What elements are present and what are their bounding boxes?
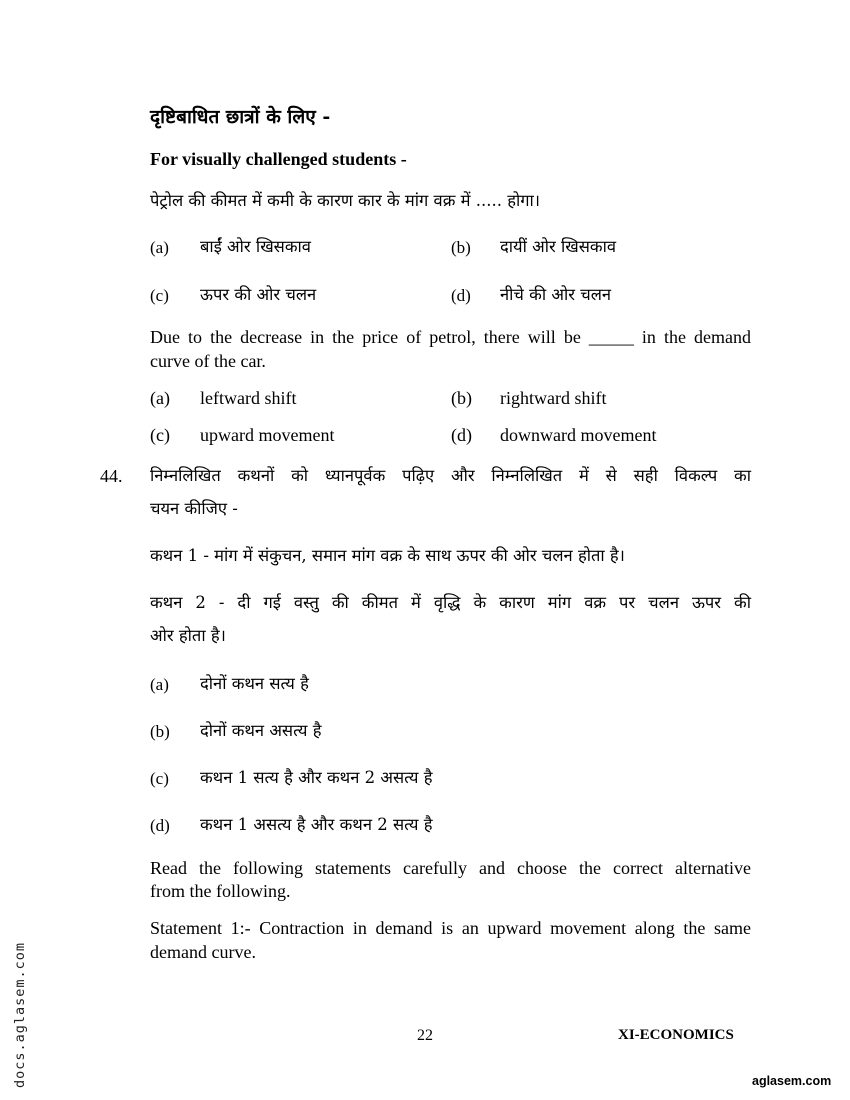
- q43-en-option-d: downward movement: [500, 425, 657, 445]
- q43-hi-option-a-mark: (a): [150, 238, 169, 257]
- q44-statement1-hindi: कथन 1 - मांग में संकुचन, समान मांग वक्र के साथ ऊपर की ओर चलन होता है।: [150, 546, 625, 565]
- q43-en-option-a: leftward shift: [200, 388, 297, 408]
- q44-hi-option-c-mark: (c): [150, 769, 169, 788]
- q44-hi-option-b: दोनों कथन असत्य है: [200, 721, 322, 740]
- q43-en-option-c: upward movement: [200, 425, 335, 445]
- q44-english-question-line2: from the following.: [150, 881, 291, 901]
- q43-en-option-c-mark: (c): [150, 425, 170, 445]
- q43-en-option-d-mark: (d): [451, 425, 472, 445]
- q44-hi-option-a-mark: (a): [150, 675, 169, 694]
- q43-en-option-b-mark: (b): [451, 388, 472, 408]
- q43-en-option-a-mark: (a): [150, 388, 170, 408]
- q44-hindi-question-line1: निम्नलिखित कथनों को ध्यानपूर्वक पढ़िए और निम्नलिखित में से सही विकल्प का: [150, 466, 751, 485]
- q44-hi-option-b-mark: (b): [150, 722, 170, 741]
- watermark: docs.aglasem.com: [12, 941, 28, 1088]
- q44-statement2-hindi-line1: कथन 2 - दी गई वस्तु की कीमत में वृद्धि के कारण मांग वक्र पर चलन ऊपर की: [150, 593, 751, 612]
- q43-english-question-line1: Due to the decrease in the price of petrol, there will be _____ in the demand: [150, 327, 751, 347]
- q43-english-question-line2: curve of the car.: [150, 351, 266, 371]
- q43-hi-option-a: बाईं ओर खिसकाव: [200, 237, 311, 256]
- q44-hi-option-c: कथन 1 सत्य है और कथन 2 असत्य है: [200, 768, 433, 787]
- q44-statement1-english-line2: demand curve.: [150, 942, 256, 962]
- q43-hi-option-c-mark: (c): [150, 286, 169, 305]
- q43-hi-option-b-mark: (b): [451, 238, 471, 257]
- q44-hi-option-d-mark: (d): [150, 816, 170, 835]
- q44-hi-option-d: कथन 1 असत्य है और कथन 2 सत्य है: [200, 815, 433, 834]
- q44-hindi-question-line2: चयन कीजिए -: [150, 499, 238, 518]
- q44-hi-option-a: दोनों कथन सत्य है: [200, 674, 309, 693]
- q44-statement2-hindi-line2: ओर होता है।: [150, 626, 226, 645]
- q44-statement1-english-line1: Statement 1:- Contraction in demand is an upward movement along the same: [150, 918, 751, 938]
- q43-hindi-question: पेट्रोल की कीमत में कमी के कारण कार के मांग वक्र में ..... होगा।: [150, 191, 541, 210]
- footer-subject: XI-ECONOMICS: [618, 1027, 734, 1043]
- page-number: 22: [417, 1027, 433, 1044]
- q43-hi-option-d-mark: (d): [451, 286, 471, 305]
- q43-en-option-b: rightward shift: [500, 388, 607, 408]
- heading-hindi: दृष्टिबाधित छात्रों के लिए -: [150, 106, 331, 128]
- q43-hi-option-b: दायीं ओर खिसकाव: [500, 237, 617, 256]
- heading-english: For visually challenged students -: [150, 149, 407, 169]
- q44-english-question-line1: Read the following statements carefully and choose the correct alternative: [150, 858, 751, 878]
- q44-number: 44.: [100, 466, 123, 486]
- q43-hi-option-d: नीचे की ओर चलन: [500, 285, 612, 304]
- brand-logo-text[interactable]: aglasem.com: [752, 1074, 832, 1088]
- q43-hi-option-c: ऊपर की ओर चलन: [200, 285, 317, 304]
